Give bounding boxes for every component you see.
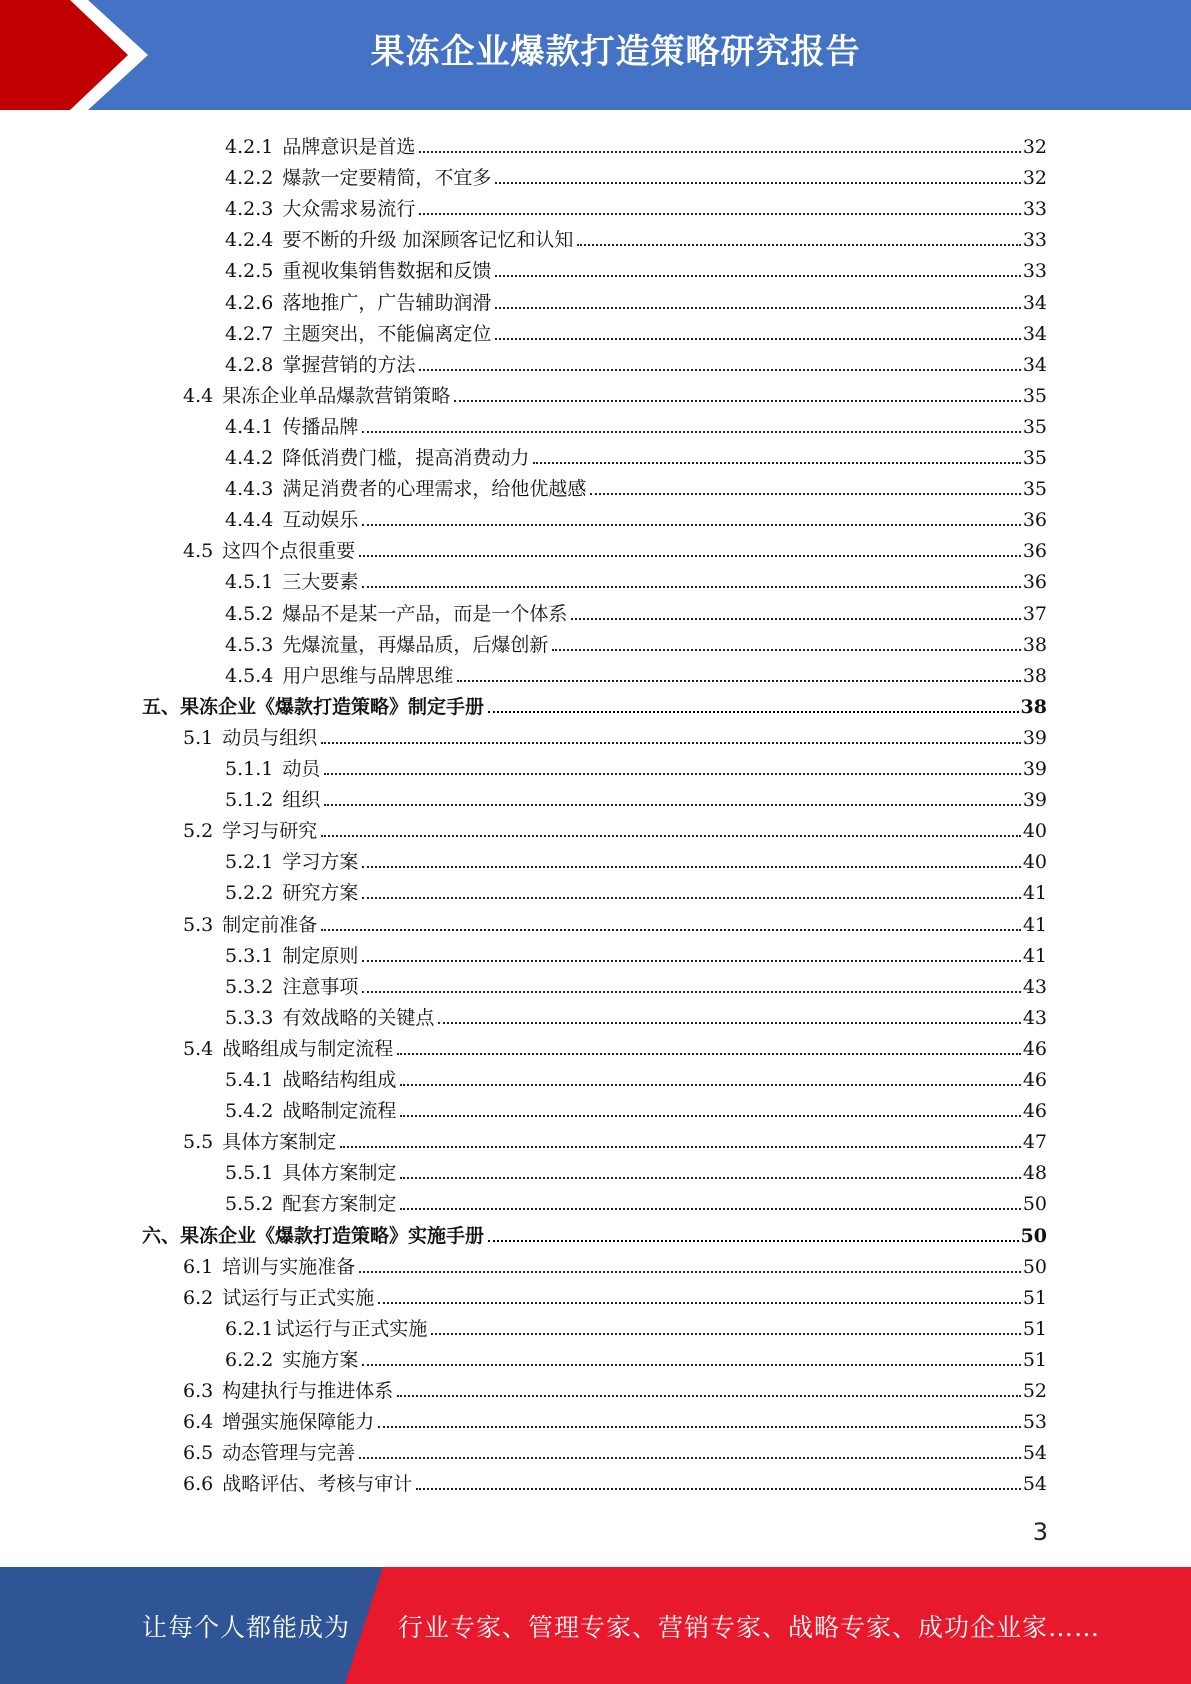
toc-entry-page: 53: [1022, 1411, 1047, 1434]
toc-entry[interactable]: [183, 1122, 1047, 1153]
toc-entry[interactable]: [225, 127, 1047, 158]
toc-entry-title: 果冻企业单品爆款营销策略: [222, 384, 451, 407]
toc-entry-number: 4.2.6: [225, 291, 274, 314]
toc-entry-page: 39: [1022, 758, 1047, 780]
toc-entry-number: 5.5.1: [225, 1162, 274, 1185]
toc-dot-leader: [400, 1084, 1020, 1086]
page-footer: [0, 1567, 1191, 1684]
toc-dot-leader: [397, 1395, 1021, 1397]
toc-entry[interactable]: [225, 562, 1047, 593]
toc-entry[interactable]: [225, 1153, 1047, 1184]
toc-entry-title: 动态管理与完善: [222, 1442, 356, 1465]
toc-entry-page: 46: [1022, 1037, 1047, 1060]
toc-entry-title: 大众需求易流行: [282, 198, 416, 221]
toc-entry-page: 38: [1022, 633, 1047, 656]
toc-dot-leader: [400, 1208, 1020, 1210]
toc-entry-number: 4.4.4: [225, 509, 274, 532]
toc-entry-page: 38: [1022, 664, 1047, 687]
toc-entry-title: 研究方案: [282, 882, 359, 905]
toc-entry[interactable]: [225, 998, 1047, 1029]
toc-dot-leader: [438, 1022, 1020, 1024]
toc-entry[interactable]: [225, 251, 1047, 282]
toc-entry-title: 动员与组织: [222, 726, 318, 749]
toc-entry-title: 掌握营销的方法: [282, 353, 416, 376]
toc-dot-leader: [419, 151, 1020, 153]
toc-dot-leader: [419, 213, 1020, 215]
toc-entry-number: 5.3: [183, 913, 214, 936]
toc-entry[interactable]: [183, 1247, 1047, 1278]
toc-entry-number: 5.3.3: [225, 1006, 274, 1029]
toc-entry-number: 5.1.1: [225, 758, 274, 780]
toc-dot-leader: [419, 369, 1020, 371]
toc-entry-page: 32: [1022, 136, 1047, 158]
toc-dot-leader: [362, 991, 1020, 993]
toc-entry-title: 制定前准备: [222, 913, 318, 936]
toc-entry-number: 4.2.2: [225, 167, 274, 190]
toc-entry-number: 5.2.1: [225, 851, 274, 874]
toc-entry-title: 具体方案制定: [222, 1131, 337, 1154]
toc-entry-page: 50: [1020, 1224, 1047, 1247]
toc-entry-number: 4.5.3: [225, 633, 274, 656]
toc-entry-page: 35: [1022, 384, 1047, 407]
toc-dot-leader: [571, 618, 1020, 620]
toc-entry-title: 战略组成与制定流程: [222, 1037, 394, 1060]
toc-entry-number: 5.5.2: [225, 1193, 274, 1216]
toc-entry-title: 果冻企业《爆款打造策略》制定手册: [180, 695, 485, 718]
toc-dot-leader: [359, 1457, 1021, 1459]
toc-entry[interactable]: [225, 594, 1047, 625]
toc-entry-title: 重视收集销售数据和反馈: [282, 260, 492, 283]
toc-entry-page: 54: [1022, 1442, 1047, 1465]
toc-entry-page: 41: [1022, 913, 1047, 936]
toc-entry-title: 先爆流量，再爆品质，后爆创新: [282, 633, 549, 656]
toc-dot-leader: [577, 244, 1020, 246]
toc-entry-number: 4.5.1: [225, 571, 274, 594]
toc-entry[interactable]: [225, 1309, 1047, 1340]
toc-dot-leader: [378, 1426, 1021, 1428]
toc-entry-title: 传播品牌: [282, 415, 359, 438]
toc-dot-leader: [359, 1271, 1021, 1273]
toc-entry[interactable]: [225, 1060, 1047, 1091]
header-title: 果冻企业爆款打造策略研究报告: [370, 32, 861, 72]
toc-dot-leader: [362, 897, 1020, 899]
toc-entry-title: 互动娱乐: [282, 509, 359, 532]
toc-entry[interactable]: [225, 873, 1047, 904]
toc-dot-leader: [495, 182, 1020, 184]
toc-entry-page: 51: [1022, 1317, 1047, 1340]
toc-entry-number: 6.5: [183, 1442, 214, 1465]
toc-entry[interactable]: [225, 189, 1047, 220]
toc-dot-leader: [362, 960, 1020, 962]
toc-entry-page: 39: [1022, 726, 1047, 749]
toc-entry[interactable]: [183, 1278, 1047, 1309]
toc-entry-page: 48: [1022, 1162, 1047, 1185]
toc-entry-title: 品牌意识是首选: [282, 136, 416, 158]
toc-entry-title: 有效战略的关键点: [282, 1006, 435, 1029]
toc-entry-number: 5.4.1: [225, 1069, 274, 1091]
toc-entry[interactable]: [225, 158, 1047, 189]
toc-entry[interactable]: [183, 531, 1047, 562]
toc-entry-number: 5.5: [183, 1131, 214, 1154]
toc-entry-number: 4.2.8: [225, 353, 274, 376]
toc-entry-page: 43: [1022, 1006, 1047, 1029]
toc-entry[interactable]: [183, 1433, 1047, 1464]
toc-dot-leader: [321, 929, 1021, 931]
toc-entry[interactable]: [225, 469, 1047, 500]
toc-entry[interactable]: [225, 345, 1047, 376]
toc-entry-page: 51: [1022, 1348, 1047, 1371]
toc-entry[interactable]: [225, 967, 1047, 998]
toc-entry-title: 落地推广，广告辅助润滑: [282, 291, 492, 314]
toc-entry-page: 51: [1022, 1286, 1047, 1309]
toc-dot-leader: [416, 1488, 1021, 1490]
toc-entry-title: 配套方案制定: [282, 1193, 397, 1216]
toc-entry-title: 主题突出，不能偏离定位: [282, 322, 492, 345]
toc-entry-page: 52: [1022, 1380, 1047, 1402]
toc-entry-page: 32: [1022, 167, 1047, 190]
toc-entry-number: 4.2.3: [225, 198, 274, 221]
toc-entry-number: 五、: [142, 695, 181, 718]
toc-entry[interactable]: [183, 376, 1047, 407]
toc-entry[interactable]: [225, 1340, 1047, 1371]
toc-entry-number: 5.4: [183, 1037, 214, 1060]
toc-entry[interactable]: [225, 500, 1047, 531]
toc-entry[interactable]: [225, 283, 1047, 314]
toc-dot-leader: [362, 524, 1020, 526]
toc-entry-number: 4.4.2: [225, 447, 274, 469]
toc-entry-number: 6.4: [183, 1411, 214, 1434]
toc-dot-leader: [454, 400, 1021, 402]
footer-roles: 行业专家、管理专家、营销专家、战略专家、成功企业家……: [398, 1613, 1101, 1642]
toc-entry-title: 满足消费者的心理需求，给他优越感: [282, 478, 587, 501]
toc-entry-title: 动员: [282, 758, 321, 780]
toc-dot-leader: [362, 1364, 1020, 1366]
toc-dot-leader: [324, 773, 1020, 775]
toc-entry-number: 4.5.4: [225, 664, 274, 687]
toc-entry-page: 46: [1022, 1069, 1047, 1091]
toc-entry-number: 4.4.3: [225, 478, 274, 501]
toc-entry-title: 具体方案制定: [282, 1162, 397, 1185]
toc-entry-number: 4.2.1: [225, 136, 274, 158]
page-header: [0, 0, 1191, 110]
toc-entry-number: 5.4.2: [225, 1100, 274, 1123]
toc-entry[interactable]: [225, 1091, 1047, 1122]
toc-entry-page: 39: [1022, 789, 1047, 812]
toc-dot-leader: [431, 1333, 1020, 1335]
toc-entry[interactable]: [225, 780, 1047, 811]
toc-entry-page: 38: [1020, 695, 1047, 718]
toc-entry-number: 4.2.4: [225, 229, 274, 252]
toc-entry-title: 爆款一定要精简，不宜多: [282, 167, 492, 190]
toc-dot-leader: [378, 1302, 1021, 1304]
toc-entry-page: 34: [1022, 322, 1047, 345]
toc-entry[interactable]: [183, 1371, 1047, 1402]
toc-entry-page: 35: [1022, 447, 1047, 469]
toc-entry-page: 50: [1022, 1255, 1047, 1278]
toc-entry-page: 43: [1022, 975, 1047, 998]
toc-dot-leader: [321, 835, 1021, 837]
toc-entry-page: 36: [1022, 540, 1047, 563]
toc-entry-number: 4.4: [183, 384, 214, 407]
toc-entry-number: 5.1.2: [225, 789, 274, 812]
toc-dot-leader: [495, 275, 1020, 277]
footer-slogan: 让每个人都能成为: [142, 1613, 351, 1642]
toc-entry-number: 6.2.2: [225, 1348, 274, 1371]
toc-entry-page: 36: [1022, 571, 1047, 594]
toc-entry-title: 战略评估、考核与审计: [222, 1473, 413, 1496]
toc-entry-number: 六、: [142, 1224, 181, 1247]
toc-chapter-entry[interactable]: [142, 1216, 1047, 1247]
toc-entry[interactable]: [225, 936, 1047, 967]
toc-entry-title: 学习与研究: [222, 820, 318, 843]
toc-entry-page: 40: [1022, 851, 1047, 874]
toc-dot-leader: [400, 1115, 1020, 1117]
toc-dot-leader: [359, 555, 1021, 557]
toc-entry-title: 战略制定流程: [282, 1100, 397, 1123]
toc-dot-leader: [340, 1146, 1021, 1148]
toc-entry[interactable]: [183, 718, 1047, 749]
toc-chapter-entry[interactable]: [142, 687, 1047, 718]
toc-entry-title: 实施方案: [282, 1348, 359, 1371]
toc-entry-number: 5.3.2: [225, 975, 274, 998]
toc-dot-leader: [552, 649, 1020, 651]
toc-entry[interactable]: [225, 407, 1047, 438]
toc-entry-page: 34: [1022, 291, 1047, 314]
toc-dot-leader: [362, 586, 1020, 588]
toc-entry-number: 6.1: [183, 1255, 214, 1278]
toc-entry[interactable]: [183, 1029, 1047, 1060]
toc-dot-leader: [321, 742, 1021, 744]
page-number: 3: [1032, 1518, 1048, 1546]
toc-entry[interactable]: [225, 314, 1047, 345]
toc-entry[interactable]: [225, 1184, 1047, 1215]
toc-entry[interactable]: [183, 811, 1047, 842]
toc-dot-leader: [362, 866, 1020, 868]
toc-entry-page: 37: [1022, 602, 1047, 625]
toc-entry-page: 36: [1022, 509, 1047, 532]
toc-entry-title: 构建执行与推进体系: [222, 1380, 394, 1402]
toc-entry-number: 6.2.1: [225, 1317, 274, 1340]
toc-entry[interactable]: [225, 842, 1047, 873]
toc-entry-number: 4.2.7: [225, 322, 274, 345]
toc-entry[interactable]: [225, 749, 1047, 780]
toc-entry-title: 果冻企业《爆款打造策略》实施手册: [180, 1224, 485, 1247]
toc-entry-title: 组织: [282, 789, 321, 812]
toc-entry-page: 35: [1022, 478, 1047, 501]
toc-dot-leader: [590, 493, 1020, 495]
toc-entry[interactable]: [183, 1464, 1047, 1495]
toc-entry-number: 4.5.2: [225, 602, 274, 625]
toc-entry-title: 增强实施保障能力: [222, 1411, 375, 1434]
toc-entry-page: 40: [1022, 820, 1047, 843]
toc-entry-number: 6.2: [183, 1286, 214, 1309]
toc-entry-number: 4.5: [183, 540, 214, 563]
toc-dot-leader: [488, 1240, 1019, 1242]
toc-dot-leader: [495, 307, 1020, 309]
toc-entry-title: 要不断的升级 加深顾客记忆和认知: [282, 229, 574, 252]
toc-entry-page: 46: [1022, 1100, 1047, 1123]
toc-entry[interactable]: [225, 220, 1047, 251]
toc-entry[interactable]: [183, 905, 1047, 936]
toc-entry[interactable]: [225, 438, 1047, 469]
toc-entry-page: 34: [1022, 353, 1047, 376]
toc-entry-page: 33: [1022, 260, 1047, 283]
toc-entry[interactable]: [225, 656, 1047, 687]
toc-entry-page: 54: [1022, 1473, 1047, 1496]
toc-entry-number: 5.1: [183, 726, 214, 749]
toc-entry-title: 培训与实施准备: [222, 1255, 356, 1278]
toc-dot-leader: [488, 711, 1019, 713]
toc-entry-title: 用户思维与品牌思维: [282, 664, 454, 687]
toc-entry-number: 6.6: [183, 1473, 214, 1496]
toc-entry-page: 41: [1022, 882, 1047, 905]
toc-entry-page: 33: [1022, 198, 1047, 221]
toc-entry-title: 制定原则: [282, 944, 359, 967]
toc-entry-title: 战略结构组成: [282, 1069, 397, 1091]
toc-dot-leader: [495, 338, 1020, 340]
toc-entry-title: 学习方案: [282, 851, 359, 874]
toc-entry-page: 33: [1022, 229, 1047, 252]
toc-entry-title: 降低消费门槛，提高消费动力: [282, 447, 530, 469]
toc-dot-leader: [457, 680, 1020, 682]
toc-dot-leader: [533, 462, 1020, 464]
toc-entry-number: 4.4.1: [225, 415, 274, 438]
toc-entry-number: 5.2: [183, 820, 214, 843]
toc-dot-leader: [400, 1177, 1020, 1179]
toc-entry-title: 注意事项: [282, 975, 359, 998]
toc-entry-page: 41: [1022, 944, 1047, 967]
toc-entry-page: 47: [1022, 1131, 1047, 1154]
toc-entry-title: 试运行与正式实施: [222, 1286, 375, 1309]
toc-dot-leader: [397, 1053, 1021, 1055]
toc-entry-page: 35: [1022, 415, 1047, 438]
toc-entry-title: 这四个点很重要: [222, 540, 356, 563]
toc-entry-title: 试运行与正式实施: [275, 1317, 428, 1340]
toc-entry-title: 三大要素: [282, 571, 359, 594]
toc-entry-number: 6.3: [183, 1380, 214, 1402]
toc-entry-number: 5.3.1: [225, 944, 274, 967]
toc-entry-page: 50: [1022, 1193, 1047, 1216]
toc-entry[interactable]: [225, 625, 1047, 656]
toc-dot-leader: [362, 431, 1020, 433]
toc-entry-title: 爆品不是某一产品，而是一个体系: [282, 602, 568, 625]
toc-entry-number: 4.2.5: [225, 260, 274, 283]
toc-entry[interactable]: [183, 1402, 1047, 1433]
toc-entry-number: 5.2.2: [225, 882, 274, 905]
toc-dot-leader: [324, 804, 1020, 806]
